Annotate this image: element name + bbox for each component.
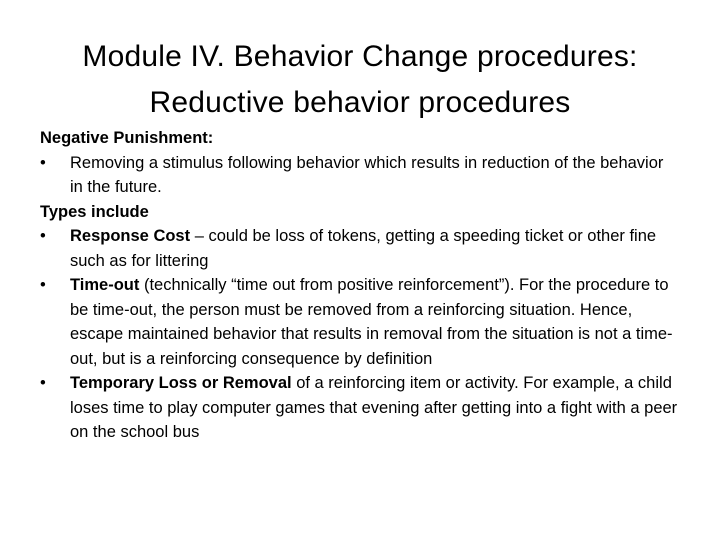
type-desc-temporary-loss: of a reinforcing item or activity. For example, a child loses time to play computer games that evening after getting into a fight with a peer on the school bus [70,374,678,441]
slide-title-line-1: Module IV. Behavior Change procedures: [82,40,638,73]
type-term-response-cost: Response Cost [70,227,191,245]
type-term-temporary-loss: Temporary Loss or Removal [70,374,292,392]
bullet-dot-icon: • [40,227,46,245]
negative-punishment-bullet [40,151,680,200]
bullet-dot-icon: • [40,374,46,392]
types-heading: Types include [40,202,149,221]
slide-body [40,126,680,445]
type-term-time-out: Time-out [70,276,140,294]
type-item-temporary-loss [40,371,680,445]
slide-title-line-2: Reductive behavior procedures [149,86,571,119]
negative-punishment-heading: Negative Punishment: [40,129,214,147]
type-item-response-cost [40,224,680,273]
slide-title [30,34,690,126]
negative-punishment-text: Removing a stimulus following behavior which results in reduction of the behavior in the future. [70,153,664,196]
type-desc-time-out: (technically “time out from positive reinforcement”). For the procedure to be time-out, the person must be removed from a reinforcing situation. Hence, escape maintained behavior that results in removal from the situation is not a time-out, but is a reinforcing consequence by definition [70,276,673,368]
type-desc-response-cost: – could be loss of tokens, getting a speeding ticket or other fine such as for littering [70,227,657,270]
bullet-dot-icon: • [40,153,46,172]
type-item-time-out [40,273,680,371]
bullet-dot-icon: • [40,276,46,294]
